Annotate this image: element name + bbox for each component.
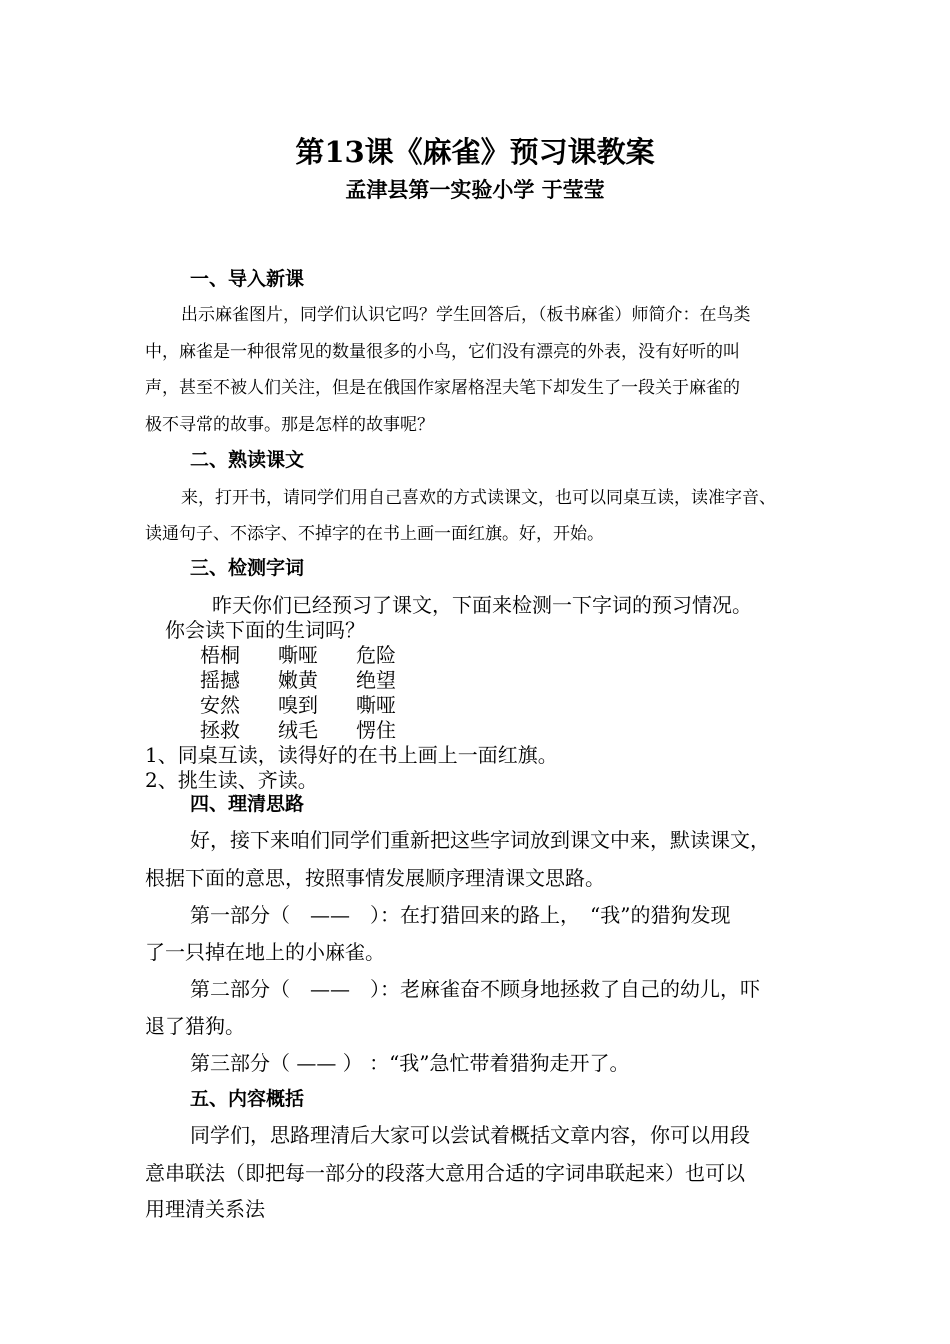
section-heading: 三、检测字词 bbox=[190, 557, 305, 579]
paragraph-line: 第三部分（ —— ） ：“我”急忙带着猎狗走开了。 bbox=[190, 1051, 630, 1075]
vocab-word: 嘶哑 bbox=[356, 693, 396, 717]
vocab-word: 愣住 bbox=[356, 718, 396, 742]
section-heading: 二、熟读课文 bbox=[190, 449, 305, 471]
vocab-word: 绒毛 bbox=[278, 718, 318, 742]
paragraph-line: 了一只掉在地上的小麻雀。 bbox=[145, 940, 385, 964]
paragraph-line: 来，打开书，请同学们用自己喜欢的方式读课文，也可以同桌互读，读准字音、 bbox=[181, 488, 776, 508]
paragraph-line: 意串联法（即把每一部分的段落大意用合适的字词串联起来）也可以 bbox=[145, 1161, 745, 1185]
vocab-word: 摇撼 bbox=[200, 668, 240, 692]
paragraph-line: 出示麻雀图片，同学们认识它吗？学生回答后，（板书麻雀）师简介：在鸟类 bbox=[181, 305, 751, 325]
section-heading: 五、内容概括 bbox=[190, 1088, 305, 1110]
paragraph-line: 读通句子、不添字、不掉字的在书上画一面红旗。好，开始。 bbox=[145, 524, 604, 544]
intro-line: 昨天你们已经预习了课文，下面来检测一下字词的预习情况。 bbox=[212, 593, 752, 617]
page-subtitle: 孟津县第一实验小学 于莹莹 bbox=[345, 177, 605, 202]
vocab-word: 绝望 bbox=[356, 668, 396, 692]
vocab-word: 拯救 bbox=[200, 718, 240, 742]
paragraph-line: 同学们，思路理清后大家可以尝试着概括文章内容，你可以用段 bbox=[190, 1123, 750, 1147]
vocab-word: 嗅到 bbox=[278, 693, 318, 717]
paragraph-line: 退了猎狗。 bbox=[145, 1014, 245, 1038]
paragraph-line: 极不寻常的故事。那是怎样的故事呢？ bbox=[145, 415, 434, 435]
paragraph-line: 好，接下来咱们同学们重新把这些字词放到课文中来，默读课文， bbox=[190, 828, 770, 852]
paragraph-line: 用理清关系法 bbox=[145, 1197, 265, 1221]
paragraph-line: 第一部分（ —— ）：在打猎回来的路上， “我”的猎狗发现 bbox=[190, 903, 731, 927]
paragraph-line: 中，麻雀是一种很常见的数量很多的小鸟，它们没有漂亮的外表，没有好听的叫 bbox=[145, 342, 740, 362]
section-heading: 一、导入新课 bbox=[190, 268, 305, 290]
vocab-word: 嫩黄 bbox=[278, 668, 318, 692]
section-heading: 四、理清思路 bbox=[190, 793, 305, 815]
vocab-word: 安然 bbox=[200, 693, 240, 717]
paragraph-line: 声，甚至不被人们关注，但是在俄国作家屠格涅夫笔下却发生了一段关于麻雀的 bbox=[145, 378, 740, 398]
paragraph-line: 第二部分（ —— ）：老麻雀奋不顾身地拯救了自己的幼儿，吓 bbox=[190, 977, 760, 1001]
intro-line: 你会读下面的生词吗？ bbox=[165, 618, 365, 642]
step-line: 2、挑生读、齐读。 bbox=[145, 768, 318, 792]
vocab-word: 危险 bbox=[356, 643, 396, 667]
step-line: 1、同桌互读，读得好的在书上画上一面红旗。 bbox=[145, 743, 558, 767]
page-title: 第13课《麻雀》预习课教案 bbox=[295, 135, 655, 169]
paragraph-line: 根据下面的意思，按照事情发展顺序理清课文思路。 bbox=[145, 866, 605, 890]
vocab-word: 梧桐 bbox=[200, 643, 240, 667]
vocab-word: 嘶哑 bbox=[278, 643, 318, 667]
